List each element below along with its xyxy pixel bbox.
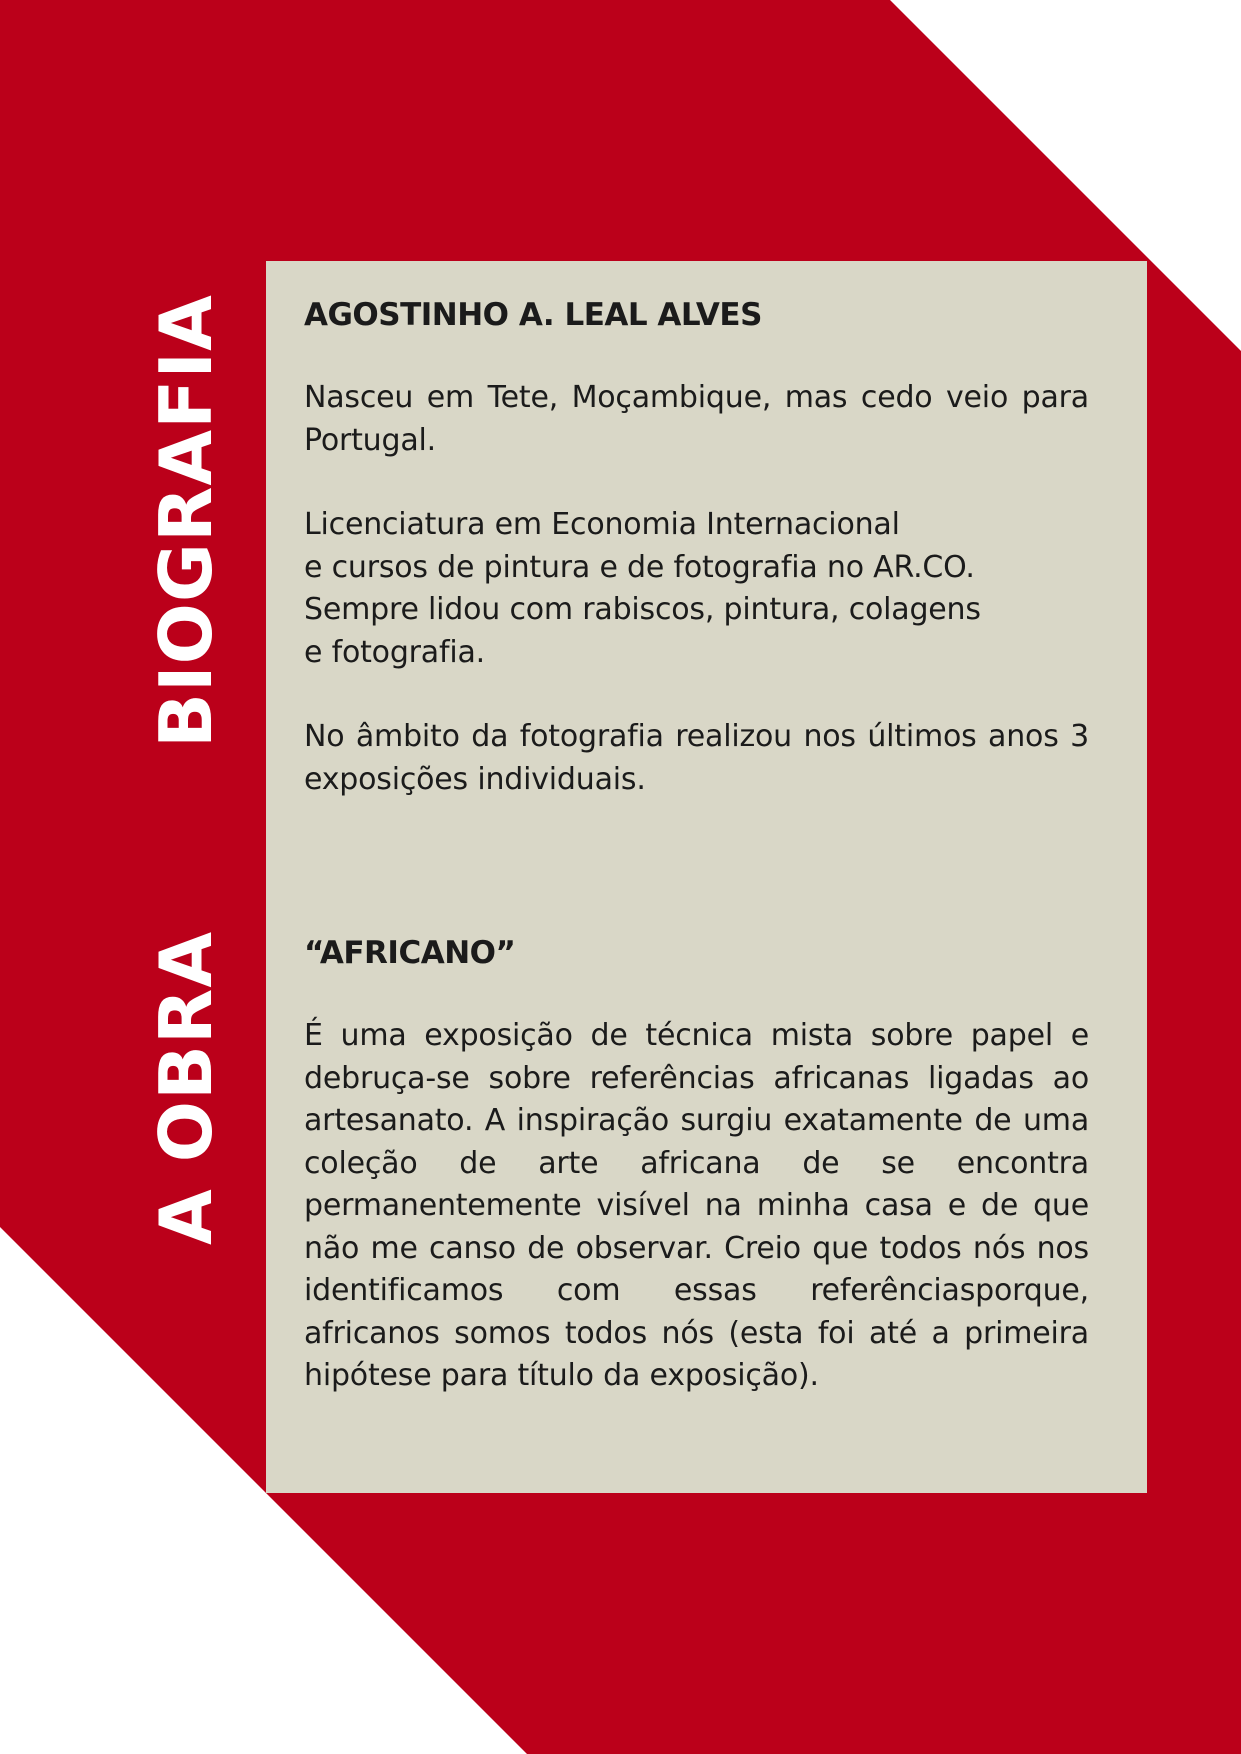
education-line: e cursos de pintura e de fotografia no AR.CO. (304, 549, 975, 585)
obra-title-heading: “AFRICANO” (304, 935, 516, 971)
obra-section (304, 935, 1089, 1398)
obra-description-paragraph: É uma exposição de técnica mista sobre papel e debruça-se sobre referências africanas ligadas ao artesanato. A inspiração surgiu exatamente de uma coleção de arte africana de se encontra permanentemente visível na minha casa e de que não me canso de observar. Creio que todos nós nos identificamos com essas referênciasporque, africanos somos todos nós (esta foi até a primeira hipótese para título da exposição). (304, 1018, 1089, 1394)
content-panel (266, 261, 1147, 1493)
biografia-section (304, 297, 1089, 801)
biografia-paragraph-education (304, 504, 1089, 674)
biografia-paragraph-exhibitions: No âmbito da fotografia realizou nos últimos anos 3 exposições individuais. (304, 719, 1089, 797)
biografia-paragraph-birth: Nasceu em Tete, Moçambique, mas cedo veio para Portugal. (304, 380, 1089, 458)
education-line: Licenciatura em Economia Internacional (304, 507, 900, 543)
artist-name-heading: AGOSTINHO A. LEAL ALVES (304, 297, 762, 333)
biografia-side-label: BIOGRAFIA (144, 294, 228, 748)
obra-side-label: A OBRA (144, 930, 228, 1245)
education-line: Sempre lidou com rabiscos, pintura, colagens (304, 592, 981, 628)
education-line: e fotografia. (304, 634, 486, 670)
